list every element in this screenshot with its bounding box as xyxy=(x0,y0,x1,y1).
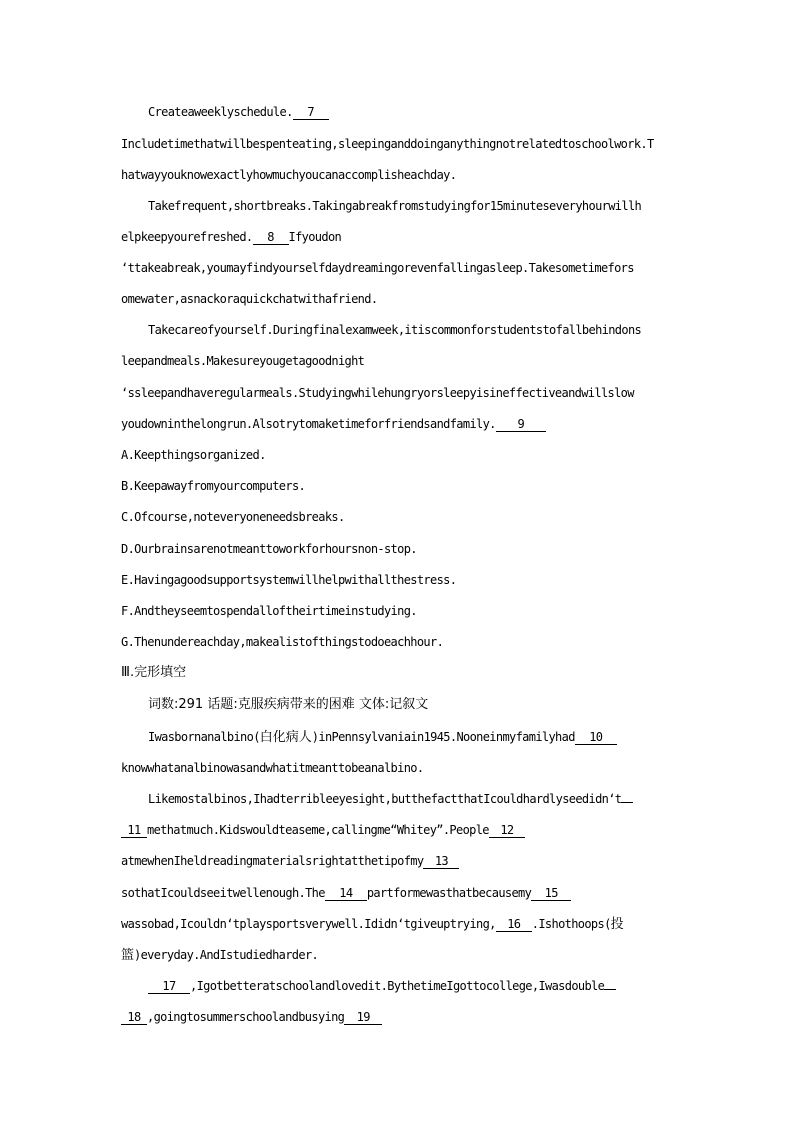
option-f: F.Andtheyseemtospendalloftheirtimeinstudying. xyxy=(121,604,417,618)
option-d: D.Ourbrainsarenotmeanttoworkforhoursnon-stop. xyxy=(121,542,417,556)
text-line xyxy=(121,916,624,933)
line-text: wassobad,Icouldn‘tplaysportsverywell.Ididn‘tgiveuptrying, xyxy=(121,917,496,931)
text-line xyxy=(121,885,571,901)
answer-blank-12[interactable]: 12 xyxy=(489,824,525,838)
answer-blank-13[interactable]: 13 xyxy=(423,855,459,869)
text-line: omewater,asnackoraquickchatwithafriend. xyxy=(121,292,378,306)
line-text: ,goingtosummerschoolandbusying xyxy=(147,1010,345,1024)
text-line: ‘ssleepandhaveregularmeals.Studyingwhilehungryorsleepyisineffectiveandwillslow xyxy=(121,386,634,400)
gloss: 白化病人 xyxy=(259,730,312,745)
answer-blank-14[interactable]: 14 xyxy=(325,887,367,901)
line-text: methatmuch.Kidswouldteaseme,callingme“Whitey”.People xyxy=(147,823,489,837)
line-text: )everyday.AndIstudiedharder. xyxy=(134,948,319,962)
line-text: Ifyoudon xyxy=(288,230,342,244)
gloss: 投 xyxy=(610,917,624,932)
line-text: )inPennsylvaniain1945.Nooneinmyfamilyhad xyxy=(311,730,575,744)
text-line xyxy=(121,947,318,964)
option-e: E.Havingagoodsupportsystemwillhelpwithallthestress. xyxy=(121,573,457,587)
text-line: Takecareofyourself.Duringfinalexamweek,itiscommonforstudentstofallbehindons xyxy=(148,323,642,337)
option-b: B.Keepawayfromyourcomputers. xyxy=(121,479,306,493)
line-text: Createaweeklyschedule. xyxy=(148,105,293,119)
answer-blank-7[interactable]: 7 xyxy=(293,106,329,120)
text-line xyxy=(121,853,459,869)
line-text: partformewasthatbecausemy xyxy=(366,886,532,900)
option-a: A.Keepthingsorganized. xyxy=(121,448,266,462)
line-text: sothatIcouldseeitwellenough.The xyxy=(121,886,325,900)
text-line: hatwayyouknowexactlyhowmuchyoucanaccomplisheachday. xyxy=(121,168,457,182)
text-line: Takefrequent,shortbreaks.Takingabreakfromstudyingfor15minuteseveryhourwillh xyxy=(148,199,642,213)
text-line xyxy=(121,229,341,245)
text-line xyxy=(121,1009,382,1025)
text-line xyxy=(121,822,525,838)
line-text: Likemostalbinos,Ihadterribleeyesight,butthefactthatIcouldhardlyseedidn‘t xyxy=(148,792,622,806)
section-title: Ⅲ.完形填空 xyxy=(121,665,187,680)
text-line xyxy=(148,104,329,120)
text-line: leepandmeals.Makesureyougetagoodnight xyxy=(121,354,365,368)
gloss: 篮 xyxy=(121,948,135,963)
text-line: Includetimethatwillbespenteating,sleepinganddoinganythingnotrelatedtoschoolwork.T xyxy=(121,137,654,151)
option-g: G.Thenundereachday,makealistofthingstodoeachhour. xyxy=(121,635,444,649)
answer-blank-9[interactable]: 9 xyxy=(496,418,546,432)
section-meta: 词数:291 话题:克服疾病带来的困难 文体:记叙文 xyxy=(148,697,429,712)
answer-blank-10[interactable]: 10 xyxy=(575,731,617,745)
text-line xyxy=(148,791,633,807)
text-line: knowwhatanalbinowasandwhatitmeanttobeanalbino. xyxy=(121,761,424,775)
text-line xyxy=(148,729,617,746)
answer-blank-8[interactable]: 8 xyxy=(253,231,289,245)
answer-blank-11-start[interactable] xyxy=(621,802,633,803)
line-text: atmewhenIheldreadingmaterialsrightatthetipofmy xyxy=(121,854,424,868)
line-text: .Ishothoops( xyxy=(531,917,611,931)
line-text: youdowninthelongrun.Alsotrytomaketimeforfriendsandfamily. xyxy=(121,417,496,431)
answer-blank-18-start[interactable] xyxy=(604,989,616,990)
answer-blank-17[interactable]: 17 xyxy=(148,980,190,994)
line-text: elpkeepyourefreshed. xyxy=(121,230,253,244)
text-line: ‘ttakeabreak,youmayfindyourselfdaydreamingorevenfallingasleep.Takesometimefors xyxy=(121,261,634,275)
option-c: C.Ofcourse,noteveryoneneedsbreaks. xyxy=(121,510,345,524)
answer-blank-16[interactable]: 16 xyxy=(496,918,532,932)
answer-blank-15[interactable]: 15 xyxy=(531,887,571,901)
answer-blank-19[interactable]: 19 xyxy=(344,1011,382,1025)
line-text: ,Igotbetteratschoolandlovedit.BythetimeIgottocollege,Iwasdouble xyxy=(190,979,605,993)
line-text: Iwasbornanalbino( xyxy=(148,730,260,744)
text-line xyxy=(148,978,616,994)
answer-blank-11[interactable]: 11 xyxy=(121,824,147,838)
answer-blank-18[interactable]: 18 xyxy=(121,1011,147,1025)
text-line xyxy=(121,416,546,432)
